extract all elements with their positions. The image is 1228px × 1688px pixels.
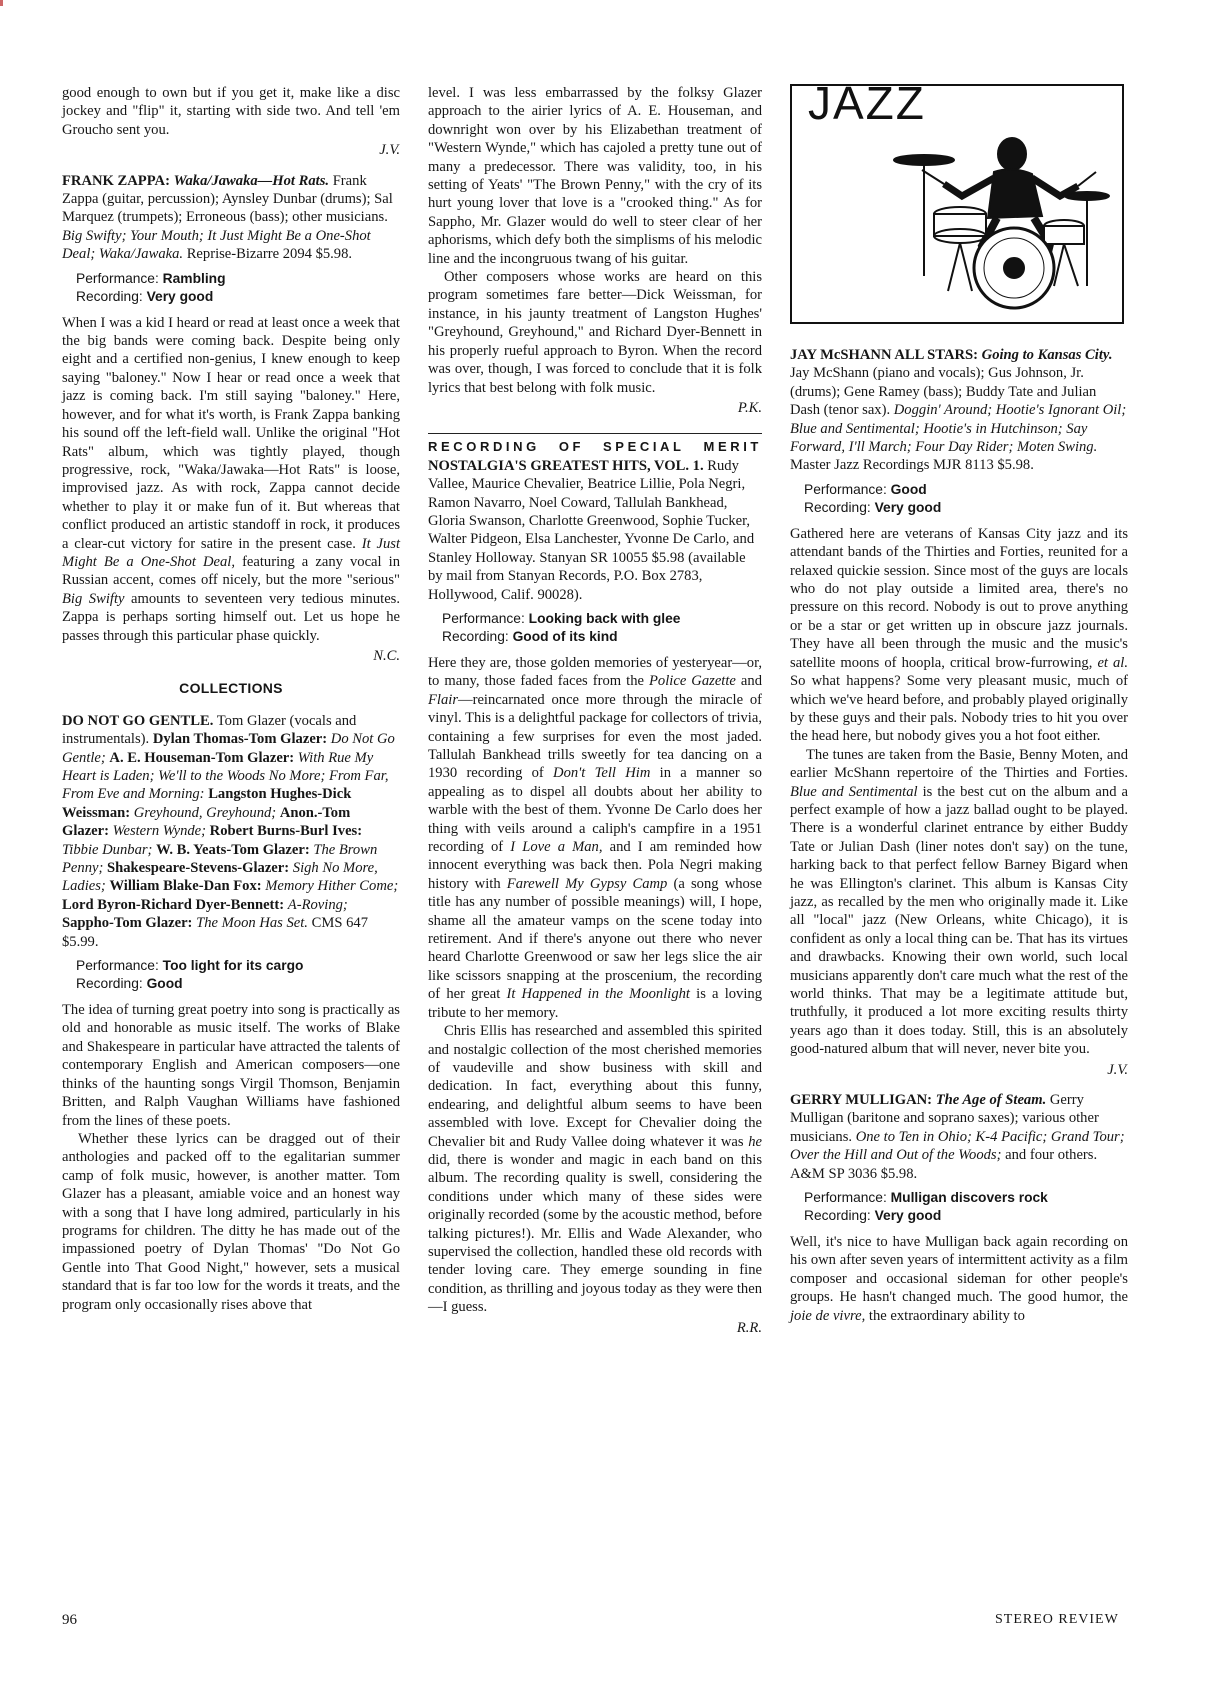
zappa-review-body: When I was a kid I heard or read at least once a week that the big bands were coming back. Despite being only eight and a certified non-genius, I knew enough to keep saying "baloney." Now I hear or read once a week that jazz is coming back. I'm still saying "baloney." Here, however, and for what it's worth, is Frank Zappa banking his sound off the left-field wall. Unlike the original "Hot Rats" album, which was tightly played, though progressive, rock, "Waka/Jawaka—Hot Rats" is loose, improvised jazz. As with rock, Zappa cannot decide whether to play it or make fun of it. But whereas that conflict produced an artistic standoff in rock, it produces a clear-cut victory for satire in the present case. It Just Might Be a One-Shot Deal, featuring a zany vocal in Russian accent, comes off nicely, but the more "serious" Big Swifty amounts to seventeen very tedious minutes. Zappa is perhaps sorting himself out. Let us hope he passes through this particular phase quickly. bbox=[62, 314, 401, 644]
magazine-name: STEREO REVIEW bbox=[995, 1612, 1119, 1627]
intro-paragraph: good enough to own but if you get it, make like a disc jockey and "flip" it, starting with side two. And tell 'em Groucho sent you. bbox=[62, 85, 400, 138]
glazer-continued-2: Other composers whose works are heard on this program sometimes fare better—Dick Weissman, for instance, in his jaunty treatment of Langston Hughes' "Greyhound, Greyhound," and Richard Dyer-Bennett in his properly rueful approach to Byron. When the record was over, though, I was forced to conclude that it is folk lyrics that best belong with folk music. bbox=[428, 269, 762, 396]
mcshann-review-header: JAY McSHANN ALL STARS: Going to Kansas City. Jay McShann (piano and vocals); Gus Johnson, Jr. (drums); Gene Ramey (bass); Buddy Tate and Julian Dash (tenor sax). Doggin' Around; Hootie's Ignorant Oil; Blue and Sentimental; Hootie's in Hutchinson; Say Forward, I'll March; Four Day Rider; Moten Swing. Master Jazz Recordings MJR 8113 $5.98. bbox=[790, 347, 1127, 474]
glazer-review-header: DO NOT GO GENTLE. Tom Glazer (vocals and instrumentals). Dylan Thomas-Tom Glazer: Do Not Go Gentle; A. E. Houseman-Tom Glazer: With Rue My Heart is Laden; We'll to the Woods No More; From Far, From Eve and Morning: Langston Hughes-Dick Weissman: Greyhound, Greyhound; Anon.-Tom Glazer: Western Wynde; Robert Burns-Burl Ives: Tibbie Dunbar; W. B. Yeats-Tom Glazer: The Brown Penny; Shakespeare-Stevens-Glazer: Sigh No More, Ladies; William Blake-Dan Fox: Memory Hither Come; Lord Byron-Richard Dyer-Bennett: A-Roving; Sappho-Tom Glazer: The Moon Has Set. CMS 647 $5.99. bbox=[62, 712, 399, 950]
mcshann-body-1: Gathered here are veterans of Kansas City jazz and its attendant bands of the Thirties and Forties, reunited for a relaxed quickie session. Since most of the guys are locals who do not play outside a limited area, there's no pressure on this record. Nobody is out to prove anything or be a star or get written up in obscure jazz journals. They have all been through the music and the music's satellite moons of hoopla, critical brow-furrowing, et al. So what happens? Some very pleasant music, much of which we've heard before, and probably played originally by these guys and their pals. Nobody tries to hit you over the head here, but nobody gives you a hot foot either. bbox=[790, 525, 1129, 745]
mcshann-ratings bbox=[804, 481, 1128, 517]
page-number: 96 bbox=[62, 1612, 77, 1628]
zappa-credits: Frank Zappa (guitar, percussion); Aynsley Dunbar (drums); Sal Marquez (trumpets); Erroneous (bass); other musicians. bbox=[62, 172, 393, 226]
mcshann-body-2: The tunes are taken from the Basie, Benny Moten, and earlier McShann repertoire of the Thirties and Forties. Blue and Sentimental is the best cut on the album and a perfect example of how a jazz ballad ought to be played. There is a wonderful clarinet entrance by either Buddy Tate or Julian Dash (liner notes don't say) on the tune, harking back to that perfect fellow Barney Bigard when he was Ellington's clarinet. This album is Kansas City jazz, as recalled by the men who originally made it. Like all "local" jazz (New Orleans, white Chicago), it is confident as only a local thing can be. That has its virtues and drawbacks. Knowing their own world, such local musicians apparently don't care much what the rest of the world thinks. That may be a legitimate attitude but, truthfully, it produced a lot more exciting results thirty years ago than it does today. Still, this is an absolutely good-natured album that will never, never bite you. bbox=[790, 746, 1128, 1058]
zappa-review-header bbox=[62, 172, 400, 264]
collections-heading: COLLECTIONS bbox=[179, 680, 283, 697]
zappa-label: Reprise-Bizarre 2094 $5.98. bbox=[186, 246, 353, 263]
nostalgia-body-1: Here they are, those golden memories of yesteryear—or, to many, those faded faces from the Police Gazette and Flair—reincarnated once more through the miracle of vinyl. This is a delightful package for collectors of trivia, containing a few surprises for even the most jaded. Tallulah Bankhead trills sweetly for tea dancing on a 1930 recording of Don't Tell Him in a manner so appealing as to dispel all doubts about her ability to warble with the best of them. Yvonne De Carlo does her thing with veils around a caliph's campfire in a 1951 recording of I Love a Man, and I am reminded how innocent everything was back then. Pola Negri making history with Farewell My Gypsy Camp (a song whose title has any number of possible meanings) will, I hope, shame all the amateur vamps on the scene today into retirement. And if there's anyone out there who never heard Charlotte Greenwood or saw her legs slice the air like scissors snapping at the proscenium, the recording of her great It Happened in the Moonlight is a loving tribute to her memory. bbox=[428, 654, 763, 1021]
page-edge-mark bbox=[0, 0, 3, 6]
mulligan-recording: Recording: Very good bbox=[804, 1208, 942, 1224]
jazz-section-banner bbox=[790, 84, 1124, 324]
glazer-performance: Performance: Too light for its cargo bbox=[76, 958, 304, 974]
zappa-artist: FRANK ZAPPA: bbox=[62, 172, 170, 189]
mcshann-recording: Recording: Very good bbox=[804, 499, 942, 515]
nostalgia-performance: Performance: Looking back with glee bbox=[442, 610, 681, 626]
glazer-body-2: Whether these lyrics can be dragged out of their anthologies and packed off to the egalitarian summer camp of folk music, however, is another matter. Tom Glazer has a pleasant, amiable voice and an honest way with a song that I have long admired, particularly in his programs for children. The ditty he has made out of the impassioned poetry of Dylan Thomas' "Do Not Go Gentle into That Good Night," however, sets a musical standard that is far too low for the words it treats, and the program only occasionally rises above that bbox=[62, 1130, 400, 1313]
mulligan-body-1: Well, it's nice to have Mulligan back again recording on his own after seven years of intermittent activity as a film composer and occasional sideman for other people's groups. He hasn't changed much. The good humor, the joie de vivre, the extraordinary ability to bbox=[790, 1234, 1128, 1324]
recording-of-special-merit-banner: RECORDING OF SPECIAL MERIT bbox=[428, 433, 762, 456]
nostalgia-ratings bbox=[442, 610, 762, 646]
glazer-recording: Recording: Good bbox=[76, 976, 183, 992]
mcshann-signature: J.V. bbox=[1107, 1061, 1128, 1078]
glazer-body-1: The idea of turning great poetry into song is practically as old and honorable as music itself. The works of Blake and Shakespeare in particular have attracted the talents of contemporary English and American composers—one thinks of the haunting songs Virgil Thomson, Benjamin Britten, and Ralph Vaughan Williams have fashioned from the lines of these poets. bbox=[62, 1002, 400, 1129]
mulligan-performance: Performance: Mulligan discovers rock bbox=[804, 1190, 1048, 1206]
zappa-recording: Recording: Very good bbox=[76, 288, 214, 304]
column-right bbox=[790, 84, 1128, 1325]
mulligan-review-header: GERRY MULLIGAN: The Age of Steam. Gerry Mulligan (baritone and soprano saxes); various other musicians. One to Ten in Ohio; K-4 Pacific; Grand Tour; Over the Hill and Out of the Woods; and four others. A&M SP 3036 $5.98. bbox=[790, 1092, 1125, 1182]
zappa-tracks: Big Swifty; Your Mouth; It Just Might Be a One-Shot Deal; Waka/Jawaka. bbox=[62, 227, 371, 263]
zappa-album-title: Waka/Jawaka—Hot Rats. bbox=[173, 172, 330, 189]
mulligan-ratings bbox=[804, 1189, 1128, 1225]
jazz-section-title: JAZZ bbox=[808, 84, 926, 129]
glazer-continued-1: level. I was less embarrassed by the folksy Glazer approach to the airier lyrics of A. E. Houseman, and downright won over by his Elizabethan treatment of "Western Wynde," which has cajoled a pretty tune out of many a predecessor. There was validity, too, in his setting of Yeats' "The Brown Penny," with the cry of its hurt young lover that love is a "crooked thing." As for Sappho, Mr. Glazer would do well to steer clear of her aphorisms, which defy both the simplisms of his melodic line and the incongruous twang of his guitar. bbox=[428, 85, 762, 267]
glazer-signature: P.K. bbox=[737, 399, 762, 416]
drummer-illustration-icon bbox=[882, 126, 1112, 316]
nostalgia-body-2: Chris Ellis has researched and assembled this spirited and nostalgic collection of the most cherished memories of vaudeville and show business with skill and dedication. In fact, everything about this funny, endearing, and delightful album seems to have been assembled with love. Except for Chevalier doing the Chevalier bit and Rudy Vallee doing whatever it was he did, there is wonder and magic in each band on this album. The recording quality is swell, considering the conditions under which many of these sides were originally recorded (some by the acoustic method, before talking pictures!). Mr. Ellis and Wade Alexander, who supervised the collection, handled these old records with tender loving care. They emerge sounding in fine condition, as thrilling and joyous today as they were then—I guess. bbox=[428, 1023, 762, 1316]
zappa-ratings bbox=[76, 270, 400, 306]
zappa-performance: Performance: Rambling bbox=[76, 270, 226, 286]
column-left bbox=[62, 84, 400, 1314]
nostalgia-signature: R.R. bbox=[736, 1319, 762, 1336]
intro-signature: J.V. bbox=[379, 142, 400, 159]
nostalgia-recording: Recording: Good of its kind bbox=[442, 628, 618, 644]
mcshann-performance: Performance: Good bbox=[804, 481, 927, 497]
nostalgia-review-header: NOSTALGIA'S GREATEST HITS, VOL. 1. Rudy Vallee, Maurice Chevalier, Beatrice Lillie, Pola Negri, Ramon Navarro, Noel Coward, Tallulah Bankhead, Gloria Swanson, Charlotte Greenwood, Sophie Tucker, Walter Pidgeon, Elsa Lanchester, Yvonne De Carlo, and Stanley Holloway. Stanyan SR 10055 $5.98 (available by mail from Stanyan Records, P.O. Box 2783, Hollywood, Calif. 90028). bbox=[428, 457, 755, 603]
glazer-ratings bbox=[76, 957, 400, 993]
column-middle bbox=[428, 84, 762, 1337]
zappa-signature: N.C. bbox=[373, 647, 400, 664]
